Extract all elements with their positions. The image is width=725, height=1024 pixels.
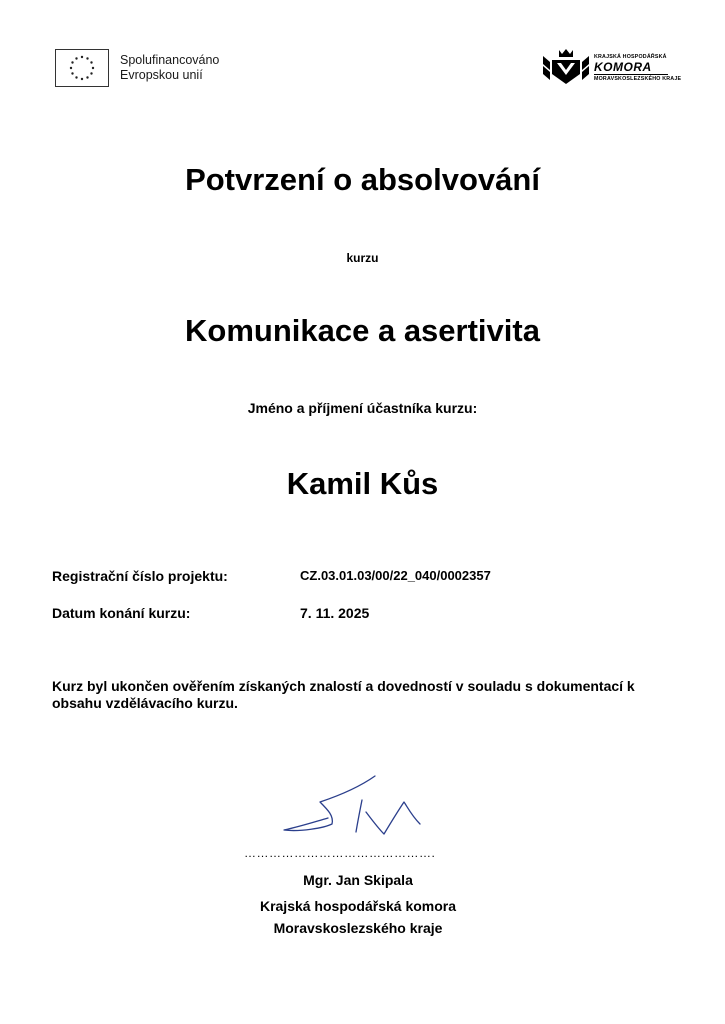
- chamber-logo-text: [594, 54, 681, 83]
- eu-flag-logo: [55, 49, 109, 87]
- chamber-name: KOMORA: [594, 60, 652, 74]
- eu-stars-icon: [56, 50, 108, 86]
- eu-cofinance-text: [120, 53, 219, 83]
- registration-label: Registrační číslo projektu:: [52, 568, 228, 584]
- chamber-text-line1: KRAJSKÁ HOSPODÁŘSKÁ: [594, 54, 667, 60]
- participant-label: Jméno a příjmení účastníka kurzu:: [247, 400, 478, 416]
- chamber-divider: [594, 74, 668, 75]
- completion-statement: Kurz byl ukončen ověřením získaných znalostí a dovedností v souladu s dokumentací k obsahu vzdělávacího kurzu.: [52, 678, 635, 711]
- signatory-org-line1: Krajská hospodářská komora: [259, 898, 457, 914]
- signatory-name: Mgr. Jan Skipala: [303, 872, 413, 888]
- registration-value: CZ.03.01.03/00/22_040/0002357: [300, 568, 491, 583]
- course-name: Komunikace a asertivita: [185, 313, 540, 348]
- chamber-text-line3: MORAVSKOSLEZSKÉHO KRAJE: [594, 76, 682, 82]
- certificate-subtitle: kurzu: [346, 251, 379, 265]
- date-value: 7. 11. 2025: [300, 605, 370, 621]
- signatory-org-line2: Moravskoslezského kraje: [273, 920, 443, 936]
- participant-name: Kamil Kůs: [286, 466, 439, 501]
- certificate-title: Potvrzení o absolvování: [185, 162, 540, 197]
- signature-line: ……………………………………….: [244, 846, 436, 860]
- handwritten-signature: [280, 772, 430, 842]
- date-label: Datum konání kurzu:: [52, 605, 191, 621]
- eu-text-line1: Spolufinancováno: [120, 53, 220, 67]
- eu-text-line2: Evropskou unií: [120, 68, 203, 82]
